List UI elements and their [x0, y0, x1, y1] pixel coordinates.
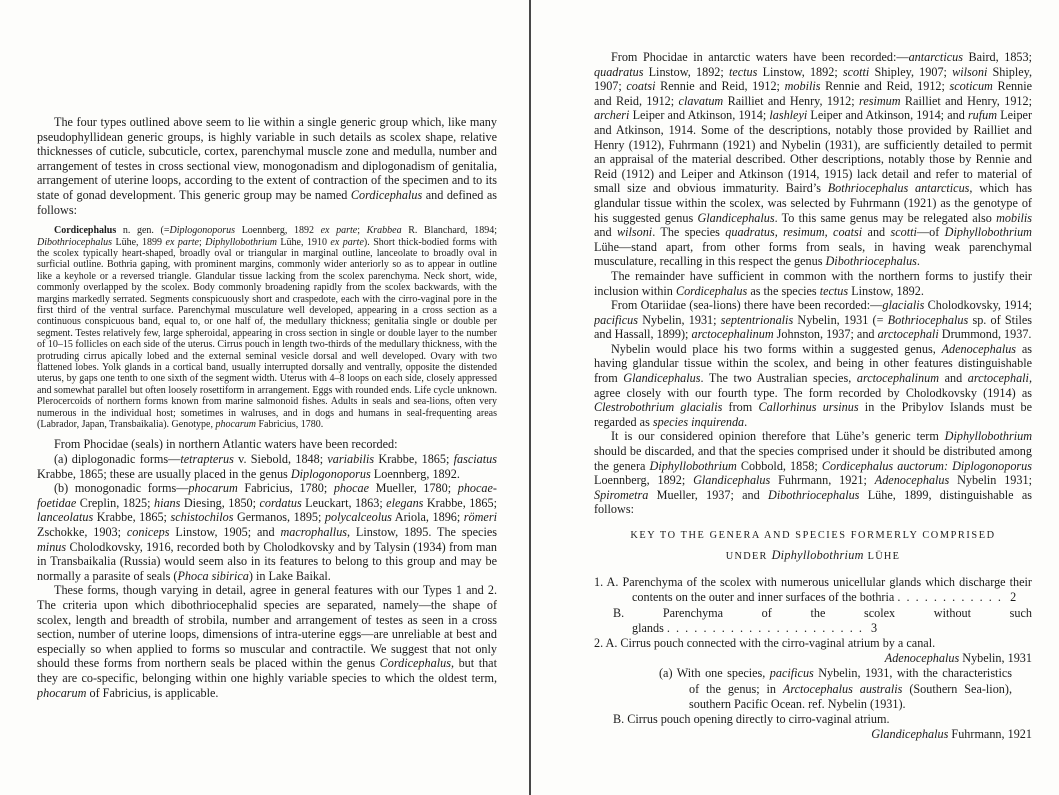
text-run: ex parte — [165, 236, 199, 248]
left-page — [37, 0, 497, 795]
text-run: Baird, 1853; — [962, 50, 1032, 64]
key-item-1a — [594, 575, 1032, 605]
remainder-paragraph — [594, 269, 1032, 298]
text-run: ; — [357, 225, 367, 237]
text-run: (Southern Sea-lion), southern Pacific Ocean. ref. Nybelin (1931). — [689, 681, 1012, 711]
text-run: Loennberg, 1892 — [235, 225, 321, 237]
text-run: as having glandular tissue within the scolex, and being in other features distinguishable from — [594, 341, 1032, 386]
text-run: Fuhrmann, 1921 — [948, 727, 1032, 742]
text-run: Glandicephalus — [693, 473, 771, 488]
text-run: schistochilos — [170, 510, 234, 525]
text-run: pacificus — [769, 666, 814, 681]
text-run: KEY TO THE GENERA AND SPECIES FORMERLY COMPRISED — [630, 530, 996, 541]
text-run: septentrionalis — [720, 312, 794, 327]
text-run: Krabbe, 1865; — [374, 452, 454, 467]
diplogonadic-forms-paragraph — [37, 452, 497, 481]
opinion-paragraph — [594, 429, 1032, 517]
text-run: quadratus — [594, 64, 644, 79]
text-run: elegans — [386, 495, 424, 510]
text-run: phocarum — [188, 481, 238, 496]
text-run: n. gen. (= — [116, 225, 170, 237]
text-run: Loennberg, 1892; — [594, 473, 694, 488]
text-run: Cordicephalus — [54, 225, 117, 237]
text-run: . — [744, 414, 748, 429]
text-run: (a) With one species, — [659, 666, 770, 681]
text-run: , Linstow, 1895. The species — [347, 525, 497, 540]
text-run: Mueller, 1937; and — [648, 487, 769, 502]
key-item-2a-sub-a — [594, 666, 1012, 712]
text-run: antarcticus — [908, 50, 963, 64]
text-run: v. Siebold, 1848; — [233, 452, 328, 467]
text-run: of Fabricius, is applicable. — [86, 685, 219, 700]
text-run: variabilis — [327, 452, 375, 467]
text-run: 1. A. Parenchyma of the scolex with numerous unicellular glands which discharge their contents on the outer and inner surfaces of the bothria — [594, 575, 1032, 605]
key-heading — [594, 529, 1032, 564]
text-run: Fuhrmann, 1921; — [770, 473, 875, 488]
text-run: From Phocidae (seals) in northern Atlantic waters have been recorded: — [54, 437, 398, 452]
text-run: Dibothriocephalus — [768, 487, 860, 502]
key-item-2a-genus — [594, 651, 1032, 666]
text-run: Fabricius, 1780; — [237, 481, 334, 496]
text-run: Cordicephalus — [350, 187, 423, 202]
text-run: B. Parenchyma of the scolex without such glands — [613, 605, 1032, 635]
text-run: tetrapterus — [180, 452, 234, 467]
text-run: arctocephali — [877, 327, 939, 342]
text-run: wilsoni — [616, 225, 653, 240]
text-run: UNDER — [725, 550, 772, 562]
text-run: . — [916, 254, 920, 269]
text-run: . The two Australian species, — [700, 371, 857, 386]
text-run: Railliet and Henry, 1912; — [900, 93, 1032, 108]
text-run: clavatum — [678, 93, 724, 108]
text-run: Lühe, 1899 — [112, 236, 166, 248]
text-run: Lühe—stand apart, from other forms from seals, in having weak parenchymal musculature, recalling in this respect the genus — [594, 239, 1032, 269]
text-run: Diphyllobothrium — [771, 547, 864, 562]
text-run: Drummond, 1937. — [938, 327, 1032, 342]
text-run: Germanos, 1895; — [233, 510, 325, 525]
text-run: 2. A. Cirrus pouch connected with the cirro-vaginal atrium by a canal. — [594, 636, 936, 650]
text-run: Clestrobothrium glacialis — [594, 400, 723, 415]
text-run: Loennberg, 1892. — [370, 466, 460, 481]
text-run: Leiper and Atkinson, 1914. Some of the descriptions, notably those provided by Railliet and Henry (1912), Fuhrmann (1921) and Nybelin (1931), are sufficiently detailed to permit an appraisal of the material described. Other descriptions, notably those by Rennie and Reid (1912) and Leiper and Atkinson (1914, 1915) lack detail and refer to material of small size and obvious immaturity. Baird’s — [594, 108, 1032, 196]
text-run: . . . . . . . . . . . . . . . . . . . . . . 3 — [663, 620, 878, 635]
text-run: and — [862, 225, 891, 240]
text-run: Krabbe, 1865; — [93, 510, 171, 525]
text-run: Linstow, 1892; — [643, 64, 729, 79]
text-run: ; — [198, 236, 206, 248]
text-run: mobilis — [996, 210, 1032, 225]
text-run: Bothriocephalus antarcticus, — [827, 181, 973, 196]
text-run: tectus — [819, 283, 849, 298]
text-run: Cordicephalus, — [379, 656, 454, 671]
text-run: LÜHE — [863, 550, 901, 562]
phocidae-antarctic-paragraph — [594, 50, 1032, 269]
text-run: Nybelin 1931; — [949, 473, 1032, 488]
text-run: as the species — [747, 283, 820, 298]
text-run: Rennie and Reid, 1912; — [594, 79, 1032, 108]
text-run: Nybelin, 1931 (= — [793, 312, 888, 327]
text-run: phocarum — [215, 419, 256, 431]
text-run: Adenocephalus — [874, 473, 950, 488]
text-run: ) in Lake Baikal. — [248, 568, 331, 583]
text-run: agree closely with our fourth type. The form recorded by Cholodkovsky (1914) as — [594, 385, 1032, 400]
text-run: Creplin, 1825; — [76, 495, 154, 510]
text-run: ex parte — [320, 225, 358, 237]
text-run: Krabbe, 1865; — [423, 495, 497, 510]
text-run: and — [594, 225, 617, 240]
right-page — [594, 0, 1032, 795]
key-item-2b — [594, 712, 1032, 727]
text-run: arctocephalinum — [691, 327, 774, 342]
text-run: scotti — [890, 225, 917, 240]
text-run: Glandicephalus — [623, 371, 701, 386]
text-run: mobilis — [784, 79, 821, 94]
text-run: Diphyllobothrium — [944, 225, 1032, 240]
text-run: Adenocephalus — [941, 341, 1017, 356]
text-run: Mueller, 1780; — [369, 481, 458, 496]
text-run: hians — [153, 495, 181, 510]
text-run: Shipley, 1907; — [869, 64, 953, 79]
text-run: but that they are co-specific, belonging within one highly variable species to which the oldest term, — [37, 656, 497, 685]
text-run: These forms, though varying in detail, agree in general features with our Types 1 and 2. The criteria upon which dibothriocephalid species are separated, namely—the shape of scolex, length and breadth of strobila, number and arrangement of testes as seen in a cross section, number of uterine loops, dimensions of intra-uterine eggs—are unreliable at best and especially so when applied to forms so muscular and contractile. We suggest that not only should these forms from northern seals be placed within the genus — [37, 583, 497, 671]
otariidae-paragraph — [594, 298, 1032, 342]
text-run: Spirometra — [594, 487, 649, 502]
text-run: Dibothriocephalus — [825, 254, 917, 269]
text-run: phocae-foetidae — [37, 481, 497, 510]
text-run: Phoca sibirica — [177, 568, 249, 583]
text-run: scotti — [842, 64, 870, 79]
text-run: and defined as follows: — [37, 187, 497, 217]
key-item-2b-genus — [594, 727, 1032, 742]
text-run: Leuckart, 1863; — [301, 495, 387, 510]
text-run: cordatus — [259, 495, 302, 510]
text-run: ). Short thick-bodied forms with the scolex typically heart-shaped, broadly oval or triangular in marginal outline, lanceolate to broadly oval in surficial outline. Bothria gaping, with prominent margins, commonly wider anteriorly so as to appear in outline like a keyhole or a reversed triangle. Glandular tissue lacking from the scolex parenchyma. Neck short, wide, commonly overlapped by the scolex. Body commonly broadening rapidly from the scolex backwards, with the margins markedly serrated. Segments conspicuously short and craspedote, each with the cirro-vaginal pore in the first third of the ventral surface. Parenchymal musculature well developed, appearing in a cross section as a continuous conspicuous band, equal to, or one half of, the medullary thickness; genitalia single or double per segment. Testes relatively few, large spheroidal, appearing in cross section in single or double layer to the number of 10–15 follicles on each side of the uterus. Cirrus pouch in length two-thirds of the medullary thickness, with the protruding cirrus apically lobed and the external seminal vesicle dorsal and well developed. Ovary with two flattened lobes. Yolk glands in a cortical band, usually interrupted dorsally and ventrally, opposite the distended uterus, by gaps one tenth to one sixth of the segment width. Uterus with 4–8 loops on each side, closely appressed and somewhat parallel but often loosely rosettiform in arrangement. Eggs with rounded ends. Life cycle unknown. Plerocercoids of northern forms known from marine salmonoid fishes. Adults in seals and sea-lions, often very numerous in the individual host; sometimes in walruses, and in dogs and humans in seal-frequenting areas (Labrador, Japan, Transbaikalia). Genotype, — [37, 236, 497, 431]
text-run: Krabbea — [366, 225, 402, 237]
text-run: Dibothriocephalus — [37, 236, 112, 248]
text-run: ex parte — [330, 236, 364, 248]
text-run: lashleyi — [769, 108, 808, 123]
text-run: in the Pribylov Islands must be regarded as — [594, 400, 1032, 429]
key-item-1b — [594, 606, 1032, 636]
text-run: fasciatus — [453, 452, 497, 467]
text-run: Krabbe, 1865; these are usually placed in the genus — [37, 466, 291, 481]
text-run: —of — [916, 225, 945, 240]
text-run: Zschokke, 1903; — [37, 525, 127, 540]
text-run: Arctocephalus australis — [782, 681, 903, 696]
text-run: (b) monogonadic forms— — [54, 481, 189, 496]
text-run: should be discarded, and that the species comprised under it should be distributed among the genera — [594, 444, 1032, 473]
text-run: archeri — [594, 108, 630, 123]
text-run: Linstow, 1892. — [848, 283, 924, 298]
text-run: coatsi — [626, 79, 656, 94]
text-run: Linstow, 1892; — [757, 64, 843, 79]
text-run: Lühe, 1910 — [276, 236, 331, 248]
text-run: tectus — [728, 64, 758, 79]
text-run: Nybelin, 1931 — [959, 651, 1032, 666]
text-run: lanceolatus — [37, 510, 94, 525]
text-run: Linstow, 1905; and — [169, 525, 281, 540]
text-run: Johnston, 1937; and — [773, 327, 878, 342]
text-run: Diplogonoporus — [169, 225, 236, 237]
text-run: Cordicephalus auctorum: Diplogonoporus — [821, 458, 1032, 473]
text-run: Leiper and Atkinson, 1914; and — [807, 108, 968, 123]
text-run: Glandicephalus — [871, 727, 949, 742]
text-run: . The species — [652, 225, 726, 240]
monogonadic-forms-paragraph — [37, 481, 497, 583]
text-run: römeri — [463, 510, 497, 525]
text-run: Shipley, 1907; — [594, 64, 1032, 94]
text-run: rufum — [967, 108, 998, 123]
text-run: which has glandular tissue within the scolex, was selected by Fuhrmann (1921) as the genotype of his suggested genus — [594, 181, 1032, 225]
text-run: and — [939, 371, 968, 386]
text-run: From Otariidae (sea-lions) there have been recorded:— — [611, 298, 883, 313]
key-heading-line1 — [594, 529, 1032, 544]
text-run: . . . . . . . . . . . . 2 — [894, 590, 1017, 605]
text-run: Ariola, 1896; — [391, 510, 464, 525]
text-run: Glandicephalus — [697, 210, 775, 225]
taxonomic-key-list — [594, 575, 1032, 742]
text-run: wilsoni — [952, 64, 988, 79]
text-run: scoticum — [949, 79, 993, 94]
text-run: resimum — [859, 93, 901, 108]
text-run: Nybelin, 1931; — [638, 312, 721, 327]
text-run: Diphyllobothrium — [205, 236, 277, 248]
text-run: polycalceolus — [324, 510, 392, 525]
text-run: arctocephali, — [967, 371, 1032, 386]
text-run: The four types outlined above seem to lie within a single generic group which, like many pseudophyllidean generic groups, is highly variable in such details as scolex shape, relative thicknesses of cuticle, subcuticle, cortex, parenchymal muscle zone and medulla, number and arrangement of testes in cross sectional view, monogonadism and diplogonadism of genitalia, arrangement of uterine loops, according to the extent of contraction of the specimen and to its state of gonad development. This generic group may be named — [37, 115, 497, 202]
text-run: Railliet and Henry, 1912; — [723, 93, 860, 108]
text-run: glacialis — [882, 298, 925, 313]
text-run: arctocephalinum — [856, 371, 939, 386]
text-run: Nybelin would place his two forms within a suggested genus, — [611, 341, 942, 356]
text-run: macrophallus — [280, 525, 348, 540]
text-run: Diesing, 1850; — [180, 495, 260, 510]
conclusion-paragraph — [37, 583, 497, 700]
text-run: Cobbold, 1858; — [736, 458, 822, 473]
text-run: R. Blanchard, 1894; — [401, 225, 497, 237]
intro-paragraph — [37, 115, 497, 217]
page-divider — [529, 0, 531, 795]
key-item-2a — [594, 636, 1032, 651]
key-heading-line2 — [594, 548, 1032, 565]
text-run: species inquirenda — [652, 414, 745, 429]
text-run: Rennie and Reid, 1912; — [820, 79, 950, 94]
text-run: Cholodkovsky, 1916, recorded both by Cholodkovsky and by Talysin (1934) from man in Transbaikalia (Russia) would seem also in its features to belong to this group and may be normally a parasite of seals ( — [37, 539, 497, 583]
generic-diagnosis-small-print — [37, 225, 497, 430]
text-run: pacificus — [594, 312, 639, 327]
text-run: It is our considered opinion therefore that Lühe’s generic term — [611, 429, 945, 444]
text-run: Cholodkovsky, 1914; — [924, 298, 1032, 313]
text-run: From Phocidae in antarctic waters have been recorded:— — [611, 50, 909, 64]
nybelin-paragraph — [594, 342, 1032, 430]
phocidae-northern-paragraph — [37, 437, 497, 452]
text-run: Adenocephalus — [884, 651, 960, 666]
text-run: Diphyllobothrium — [649, 458, 737, 473]
text-run: Rennie and Reid, 1912; — [655, 79, 785, 94]
text-run: (a) diplogonadic forms— — [54, 452, 181, 467]
text-run: Diphyllobothrium — [944, 429, 1032, 444]
text-run: phocae — [333, 481, 370, 496]
text-run: Diplogonoporus — [290, 466, 371, 481]
text-run: sp. of Stiles and Hassall, 1899); — [594, 312, 1032, 342]
text-run: Lühe, 1899, distinguishable as follows: — [594, 487, 1032, 517]
text-run: . To this same genus may be relegated also — [774, 210, 997, 225]
text-run: Bothriocephalus — [887, 312, 969, 327]
text-run: quadratus, resimum, coatsi — [725, 225, 863, 240]
text-run: minus — [37, 539, 67, 554]
text-run: Leiper and Atkinson, 1914; — [629, 108, 770, 123]
text-run: Cordicephalus — [675, 283, 748, 298]
right-page-body — [594, 50, 1032, 517]
text-run: coniceps — [126, 525, 170, 540]
text-run: phocarum — [37, 685, 87, 700]
text-run: Fabricius, 1780. — [256, 419, 324, 431]
text-run: Nybelin, 1931, with the characteristics of the genus; in — [689, 666, 1012, 696]
text-run: The remainder have sufficient in common with the northern forms to justify their inclusion within — [594, 268, 1032, 298]
text-run: Callorhinus ursinus — [758, 400, 859, 415]
text-run: from — [722, 400, 759, 415]
text-run: B. Cirrus pouch opening directly to cirro-vaginal atrium. — [613, 712, 890, 727]
